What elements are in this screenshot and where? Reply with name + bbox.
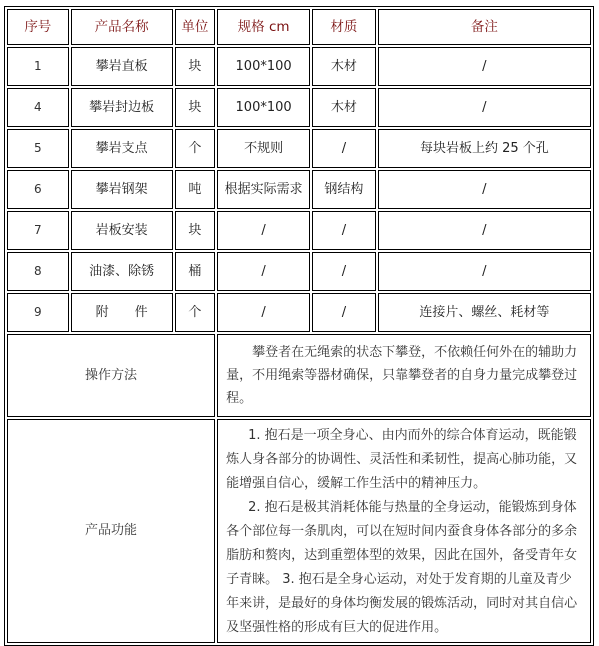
table-row	[7, 88, 591, 127]
function-paragraph-1: 1. 抱石是一项全身心、由内而外的综合体育运动，既能锻炼人身各部分的协调性、灵活性和柔韧性，提高心肺功能，又能增强自信心，缓解工作生活中的精神压力。	[226, 428, 578, 491]
function-paragraph-2: 2. 抱石是极其消耗体能与热量的全身运动，能锻炼到身体各个部位每一条肌肉，可以在短时间内蚕食身体各部分的多余脂肪和赘肉，达到重塑体型的效果，因此在国外，备受青年女子青睐。 3. 抱石是全身心运动，对处于发育期的儿童及青少年来讲，是最好的身体均衡发展的锻炼活动，同时对其自信心及坚强性格的形成有巨大的促进作用。	[226, 500, 578, 635]
row-serial: 1	[7, 47, 69, 86]
row-product-name: 攀岩直板	[71, 47, 173, 86]
product-function-row	[7, 419, 591, 643]
operation-method-label: 操作方法	[7, 334, 215, 417]
row-serial: 7	[7, 211, 69, 250]
row-spec: /	[217, 211, 310, 250]
row-unit: 个	[175, 129, 215, 168]
row-product-name: 攀岩钢架	[71, 170, 173, 209]
row-note: 每块岩板上约 25 个孔	[378, 129, 591, 168]
table-row	[7, 211, 591, 250]
row-serial: 6	[7, 170, 69, 209]
header-spec: 规格 cm	[217, 9, 310, 45]
operation-method-row	[7, 334, 591, 417]
table-header-row	[7, 9, 591, 45]
product-function-label: 产品功能	[7, 419, 215, 643]
table-row	[7, 170, 591, 209]
row-product-name: 油漆、除锈	[71, 252, 173, 291]
header-material: 材质	[312, 9, 376, 45]
row-material: 木材	[312, 88, 376, 127]
row-product-name: 岩板安装	[71, 211, 173, 250]
product-function-text	[218, 420, 590, 642]
row-unit: 个	[175, 293, 215, 332]
row-spec: 100*100	[217, 47, 310, 86]
table-row	[7, 129, 591, 168]
row-unit: 块	[175, 47, 215, 86]
table-row	[7, 47, 591, 86]
row-note: /	[378, 211, 591, 250]
row-serial: 8	[7, 252, 69, 291]
operation-method-cell	[217, 334, 591, 417]
row-material: /	[312, 129, 376, 168]
row-note: /	[378, 88, 591, 127]
row-spec: 根据实际需求	[217, 170, 310, 209]
row-spec: 100*100	[217, 88, 310, 127]
row-note: /	[378, 170, 591, 209]
row-serial: 5	[7, 129, 69, 168]
product-spec-table	[4, 6, 594, 646]
row-material: /	[312, 252, 376, 291]
row-product-name: 攀岩支点	[71, 129, 173, 168]
row-material: /	[312, 293, 376, 332]
table-row	[7, 293, 591, 332]
row-spec: /	[217, 293, 310, 332]
operation-method-text: 攀登者在无绳索的状态下攀登，不依赖任何外在的辅助力量，不用绳索等器材确保，只靠攀登者的自身力量完成攀登过程。	[226, 345, 578, 406]
row-note: /	[378, 47, 591, 86]
row-unit: 桶	[175, 252, 215, 291]
row-serial: 4	[7, 88, 69, 127]
row-spec: 不规则	[217, 129, 310, 168]
row-unit: 块	[175, 211, 215, 250]
row-serial: 9	[7, 293, 69, 332]
header-serial: 序号	[7, 9, 69, 45]
row-note: 连接片、螺丝、耗材等	[378, 293, 591, 332]
row-unit: 块	[175, 88, 215, 127]
row-material: /	[312, 211, 376, 250]
row-material: 钢结构	[312, 170, 376, 209]
product-function-cell	[217, 419, 591, 643]
row-product-name: 附 件	[71, 293, 173, 332]
row-spec: /	[217, 252, 310, 291]
header-unit: 单位	[175, 9, 215, 45]
row-product-name: 攀岩封边板	[71, 88, 173, 127]
row-unit: 吨	[175, 170, 215, 209]
table-row	[7, 252, 591, 291]
row-material: 木材	[312, 47, 376, 86]
row-note: /	[378, 252, 591, 291]
header-note: 备注	[378, 9, 591, 45]
header-product-name: 产品名称	[71, 9, 173, 45]
